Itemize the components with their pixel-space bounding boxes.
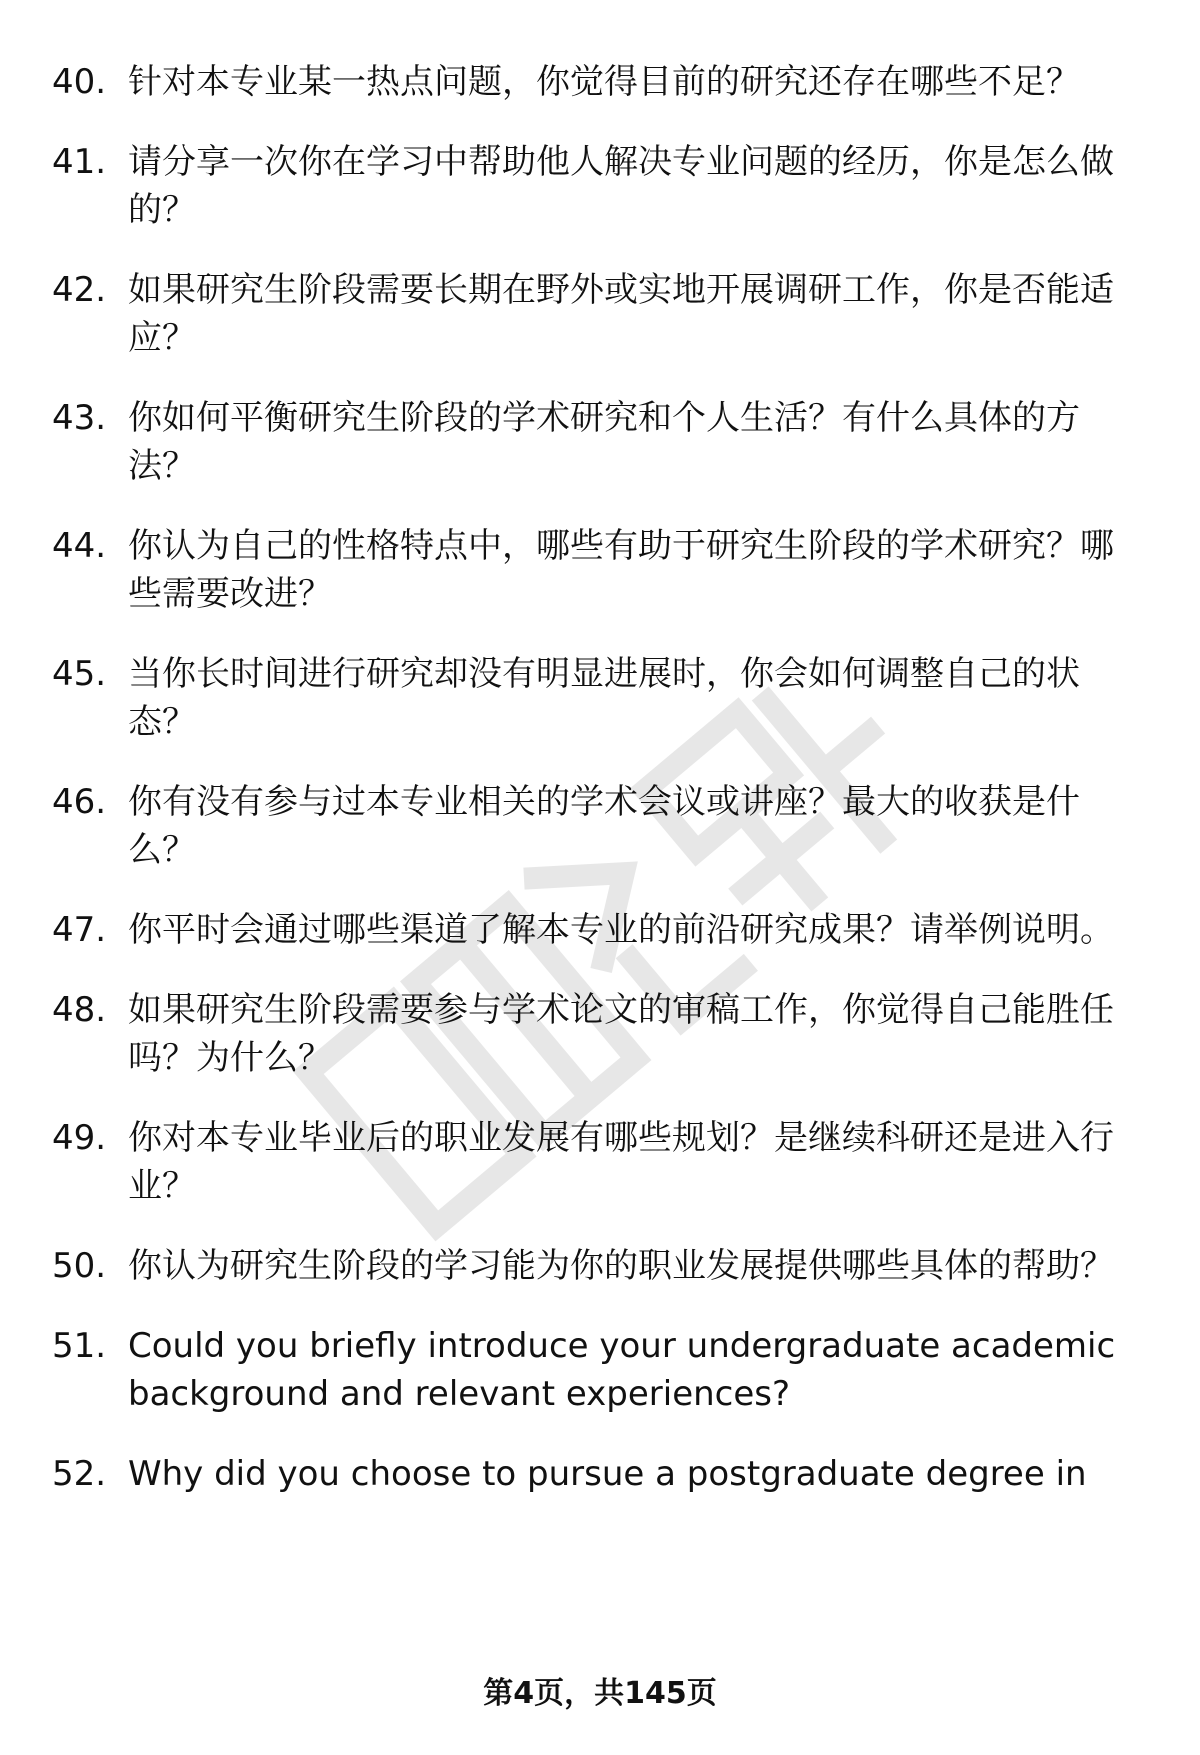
question-item bbox=[52, 778, 1142, 874]
question-number: 46. bbox=[52, 782, 107, 822]
question-text: 你有没有参与过本专业相关的学术会议或讲座？最大的收获是什么？ bbox=[128, 782, 1080, 870]
question-item bbox=[52, 266, 1142, 362]
question-number: 40. bbox=[52, 62, 107, 102]
question-text: 你平时会通过哪些渠道了解本专业的前沿研究成果？请举例说明。 bbox=[128, 910, 1114, 950]
question-text: 你认为自己的性格特点中，哪些有助于研究生阶段的学术研究？哪些需要改进？ bbox=[128, 526, 1114, 614]
question-number: 50. bbox=[52, 1246, 107, 1286]
question-item bbox=[52, 1322, 1142, 1418]
question-item bbox=[52, 58, 1142, 106]
question-text: 针对本专业某一热点问题，你觉得目前的研究还存在哪些不足？ bbox=[128, 62, 1080, 102]
question-number: 41. bbox=[52, 142, 107, 182]
question-text: 你对本专业毕业后的职业发展有哪些规划？是继续科研还是进入行业？ bbox=[128, 1118, 1114, 1206]
question-item bbox=[52, 138, 1142, 234]
page-number-footer: 第4页，共145页 bbox=[483, 1676, 717, 1711]
question-list bbox=[52, 58, 1142, 1530]
question-number: 48. bbox=[52, 990, 107, 1030]
question-item bbox=[52, 394, 1142, 490]
question-number: 45. bbox=[52, 654, 107, 694]
question-number: 44. bbox=[52, 526, 107, 566]
question-number: 51. bbox=[52, 1326, 107, 1366]
question-item bbox=[52, 1114, 1142, 1210]
question-text: 你如何平衡研究生阶段的学术研究和个人生活？有什么具体的方法？ bbox=[128, 398, 1080, 486]
question-text: Why did you choose to pursue a postgraduate degree in bbox=[128, 1454, 1087, 1494]
question-number: 42. bbox=[52, 270, 107, 310]
question-text: 如果研究生阶段需要长期在野外或实地开展调研工作，你是否能适应？ bbox=[128, 270, 1114, 358]
question-number: 52. bbox=[52, 1454, 107, 1494]
question-text: 如果研究生阶段需要参与学术论文的审稿工作，你觉得自己能胜任吗？为什么？ bbox=[128, 990, 1114, 1078]
question-item bbox=[52, 650, 1142, 746]
question-item bbox=[52, 1242, 1142, 1290]
question-text: 你认为研究生阶段的学习能为你的职业发展提供哪些具体的帮助？ bbox=[128, 1246, 1114, 1286]
question-number: 49. bbox=[52, 1118, 107, 1158]
question-text: Could you briefly introduce your undergraduate academic background and relevant experiences? bbox=[128, 1326, 1116, 1414]
question-number: 47. bbox=[52, 910, 107, 950]
question-item bbox=[52, 1450, 1142, 1498]
question-item bbox=[52, 986, 1142, 1082]
question-text: 当你长时间进行研究却没有明显进展时，你会如何调整自己的状态？ bbox=[128, 654, 1080, 742]
question-item bbox=[52, 522, 1142, 618]
question-text: 请分享一次你在学习中帮助他人解决专业问题的经历，你是怎么做的？ bbox=[128, 142, 1114, 230]
question-item bbox=[52, 906, 1142, 954]
question-number: 43. bbox=[52, 398, 107, 438]
